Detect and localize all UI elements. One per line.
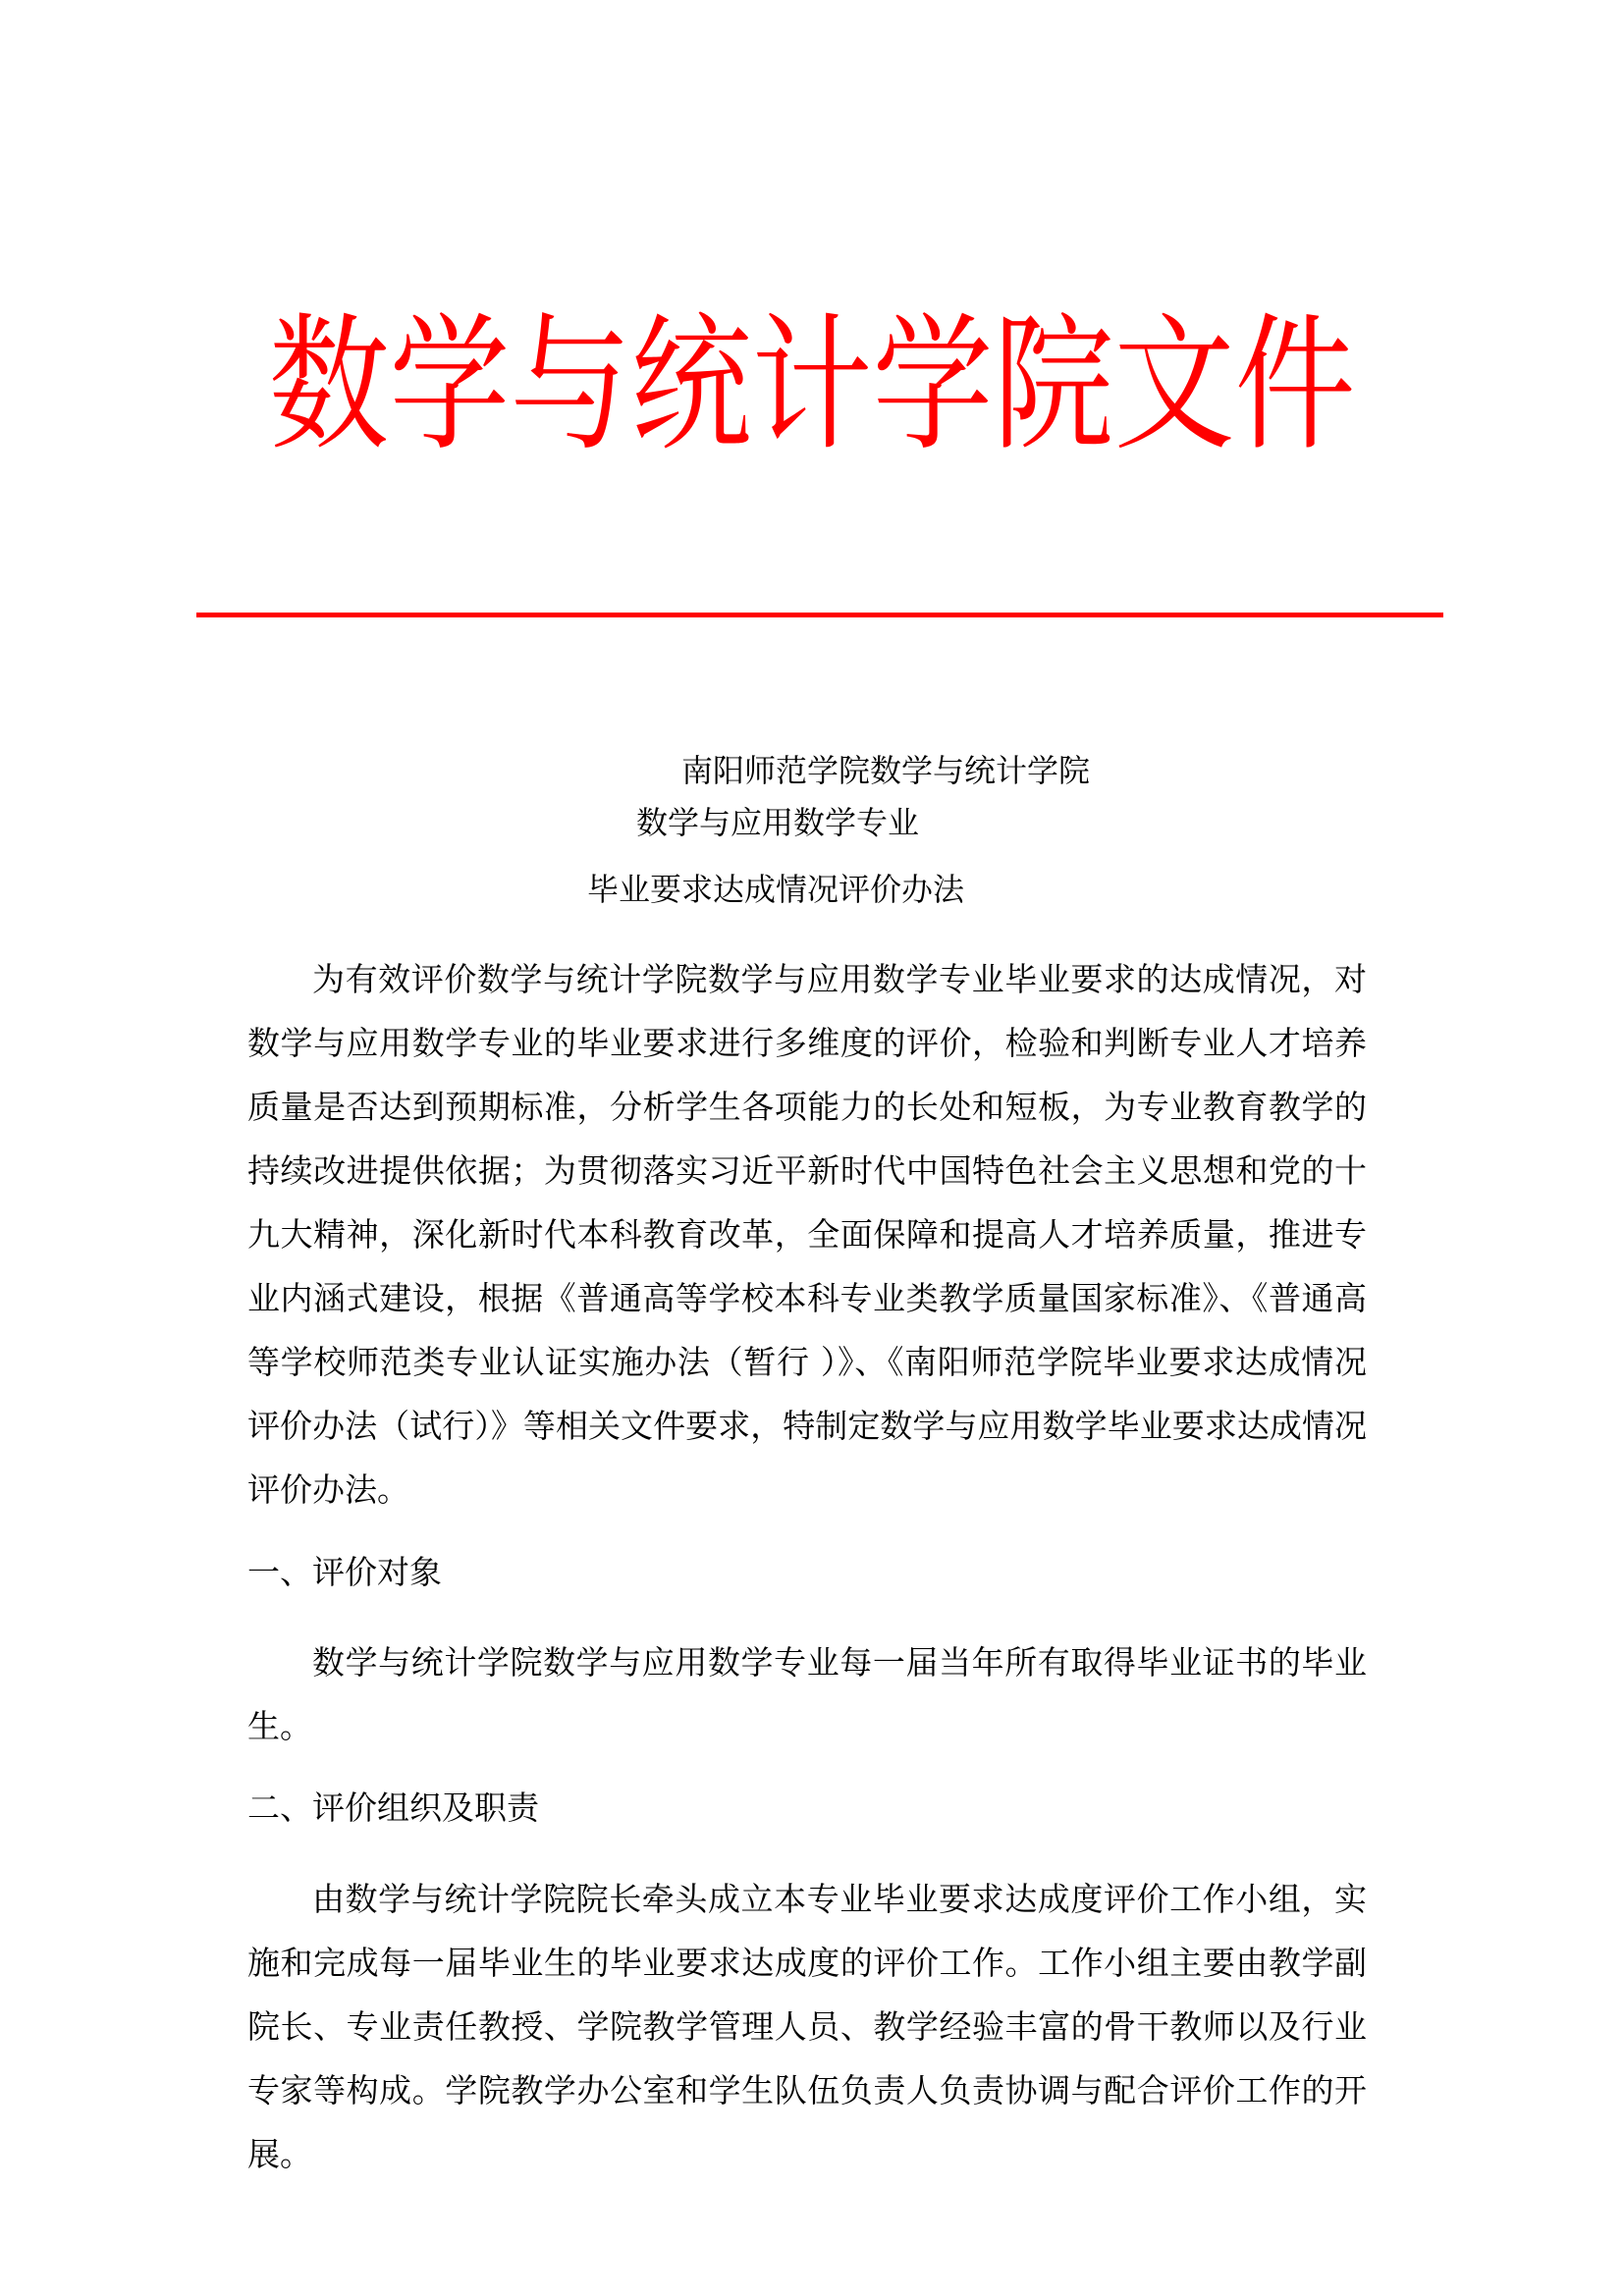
section-paragraph-organization: 由数学与统计学院院长牵头成立本专业毕业要求达成度评价工作小组，实施和完成每一届毕业生的毕业要求达成度的评价工作。工作小组主要由教学副院长、专业责任教授、学院教学管理人员、教学经验丰富的骨干教师以及行业专家等构成。学院教学办公室和学生队伍负责人负责协调与配合评价工作的开展。 <box>247 1880 1367 2173</box>
header-divider <box>196 613 1443 617</box>
doc-title-line-2: 数学与应用数学专业 <box>636 804 920 841</box>
section-heading-evaluation-object: 一、评价对象 <box>247 1553 442 1591</box>
section-heading-organization: 二、评价组织及职责 <box>247 1789 539 1827</box>
doc-title-line-1: 南阳师范学院数学与统计学院 <box>680 752 1090 789</box>
doc-title-line-3: 毕业要求达成情况评价办法 <box>587 871 965 908</box>
intro-paragraph: 为有效评价数学与统计学院数学与应用数学专业毕业要求的达成情况，对数学与应用数学专业的毕业要求进行多维度的评价，检验和判断专业人才培养质量是否达到预期标准，分析学生各项能力的长处和短板，为专业教育教学的持续改进提供依据；为贯彻落实习近平新时代中国特色社会主义思想和党的十九大精神，深化新时代本科教育改革，全面保障和提高人才培养质量，推进专业内涵式建设，根据《普通高等学校本科专业类教学质量国家标准》、《普通高等学校师范类专业认证实施办法（暂行 ）》、《南阳师范学院毕业要求达成情况评价办法（试行）》等相关文件要求，特制定数学与应用数学毕业要求达成情况评价办法。 <box>247 960 1367 1509</box>
section-paragraph-evaluation-object: 数学与统计学院数学与应用数学专业每一届当年所有取得毕业证书的毕业生。 <box>247 1643 1367 1745</box>
document-header-title: 数学与统计学院文件 <box>268 300 1356 471</box>
